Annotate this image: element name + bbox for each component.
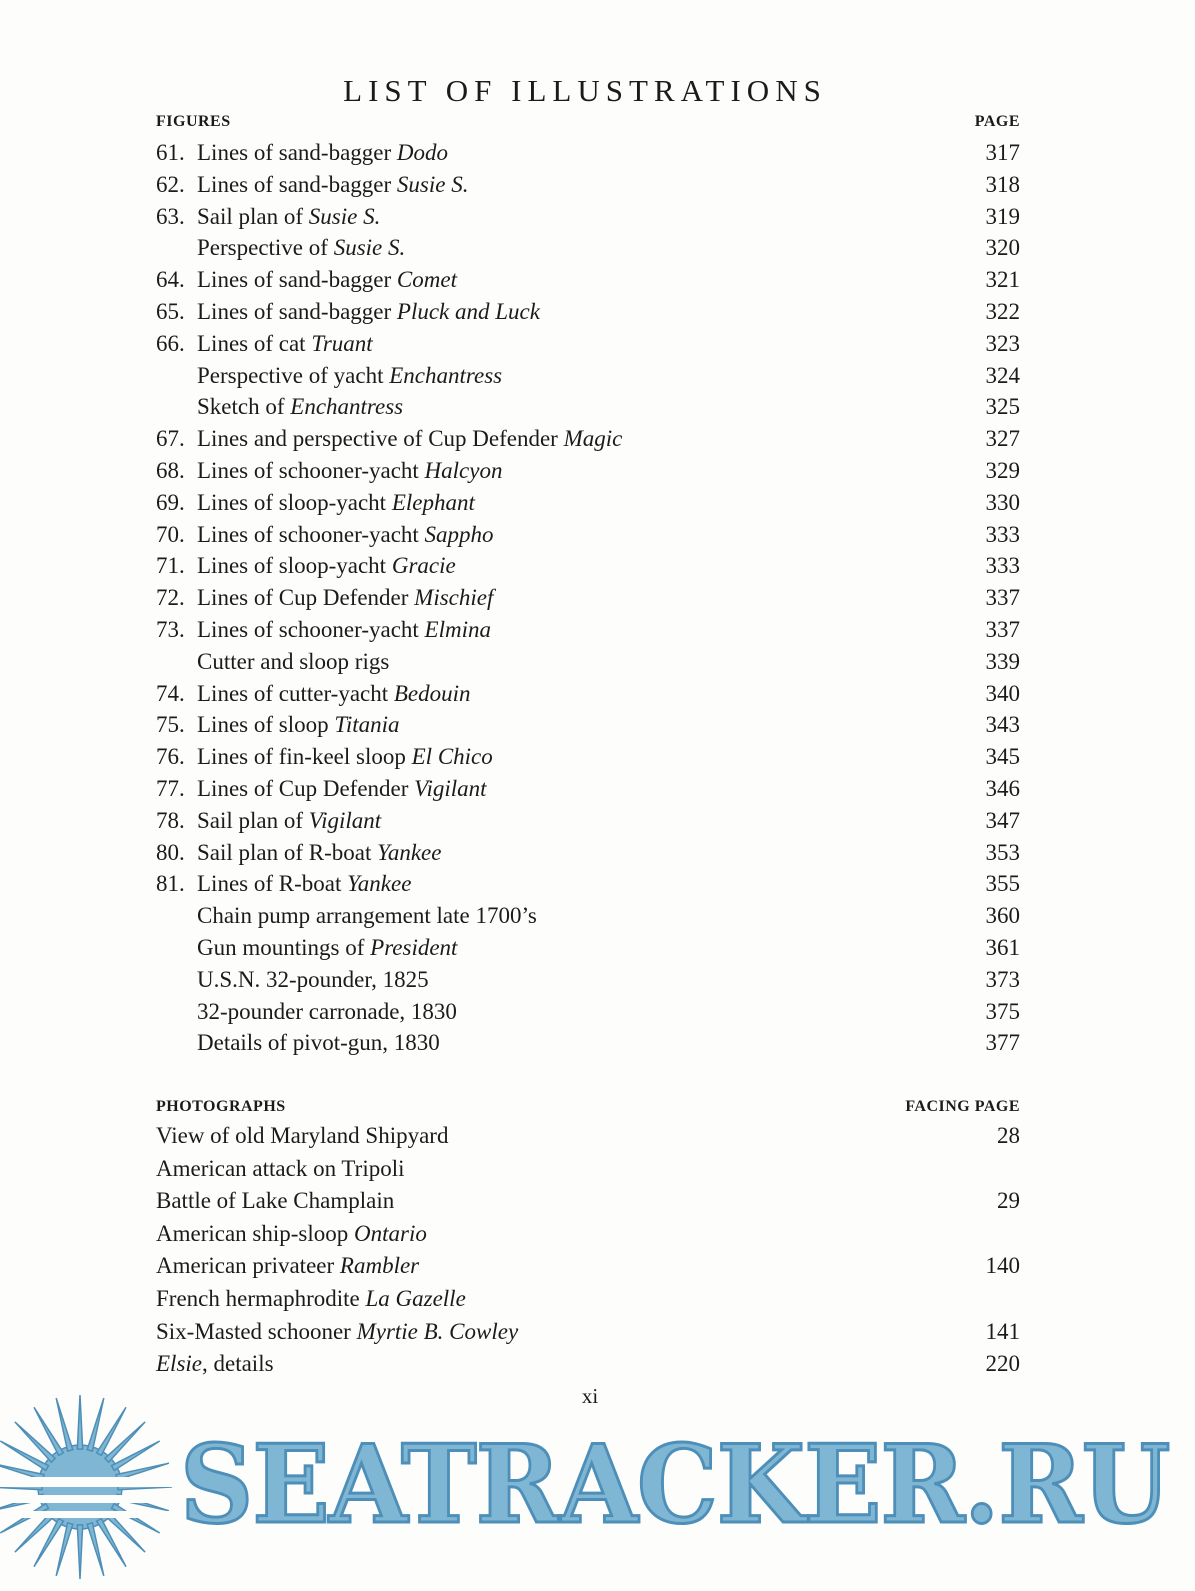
figure-page: 355: [985, 871, 1020, 897]
figure-entry: [156, 519, 1020, 551]
figure-vessel-name: Yankee: [377, 839, 442, 865]
figure-title: Lines of sloop Titania: [197, 712, 400, 738]
figure-number: 77.: [156, 775, 185, 801]
figure-vessel-name: Bedouin: [393, 680, 471, 706]
photograph-page: 140: [985, 1253, 1020, 1279]
figure-page: 329: [985, 457, 1020, 483]
photograph-entry: [156, 1250, 1020, 1283]
figure-number: 74.: [156, 680, 185, 706]
figure-vessel-name: Pluck and Luck: [396, 298, 540, 324]
figure-title: Lines and perspective of Cup Defender Magic: [197, 426, 623, 452]
figure-title: Lines of R-boat Yankee: [197, 871, 412, 897]
figure-title: Gun mountings of President: [197, 934, 458, 960]
figure-title: Lines of Cup Defender Vigilant: [197, 775, 487, 801]
figure-vessel-name: Enchantress: [290, 394, 404, 420]
figure-title: U.S.N. 32-pounder, 1825: [197, 966, 429, 992]
figure-number: 75.: [156, 712, 185, 738]
figure-vessel-name: Titania: [334, 712, 400, 738]
photograph-title: American attack on Tripoli: [156, 1155, 405, 1181]
figure-title: Lines of sloop-yacht Elephant: [197, 489, 475, 515]
figure-entry: [156, 455, 1020, 487]
figure-number: 70.: [156, 521, 185, 547]
figure-page: 318: [985, 171, 1020, 197]
figure-page: 343: [985, 712, 1020, 738]
figure-title: Lines of sand-bagger Pluck and Luck: [197, 298, 540, 324]
figure-vessel-name: Yankee: [347, 871, 412, 897]
figure-page: 375: [985, 998, 1020, 1024]
photograph-entry: [156, 1185, 1020, 1218]
figure-title: Lines of sand-bagger Susie S.: [197, 171, 469, 197]
figure-page: 377: [985, 1030, 1020, 1056]
figure-title: Cutter and sloop rigs: [197, 648, 390, 674]
figures-heading: FIGURES: [156, 113, 231, 130]
photograph-entry: [156, 1153, 1020, 1186]
page-title: LIST OF ILLUSTRATIONS: [343, 72, 827, 108]
figure-entry: [156, 646, 1020, 678]
figure-page: 373: [985, 966, 1020, 992]
figure-entry: [156, 201, 1020, 233]
figure-page: 353: [985, 839, 1020, 865]
figure-vessel-name: Elephant: [391, 489, 475, 515]
figure-number: 69.: [156, 489, 185, 515]
page-folio: xi: [581, 1384, 599, 1408]
figure-vessel-name: President: [370, 934, 458, 960]
figure-vessel-name: Comet: [396, 267, 457, 293]
figure-page: 347: [985, 807, 1020, 833]
figure-page: 337: [985, 585, 1020, 611]
figure-entry: [156, 805, 1020, 837]
figure-vessel-name: El Chico: [411, 744, 493, 770]
figure-number: 76.: [156, 744, 185, 770]
figure-title: 32-pounder carronade, 1830: [197, 998, 457, 1024]
figure-page: 327: [985, 426, 1020, 452]
figure-page: 345: [985, 744, 1020, 770]
photograph-page: 220: [985, 1351, 1020, 1377]
figure-title: Sail plan of R-boat Yankee: [197, 839, 442, 865]
figure-number: 62.: [156, 171, 185, 197]
figure-page: 361: [985, 934, 1020, 960]
figure-vessel-name: Halcyon: [424, 457, 503, 483]
figure-entry: [156, 487, 1020, 519]
figure-page: 330: [985, 489, 1020, 515]
figure-entry: [156, 996, 1020, 1028]
figure-entry: [156, 900, 1020, 932]
figure-vessel-name: Enchantress: [389, 362, 503, 388]
figure-page: 360: [985, 903, 1020, 929]
figure-entry: [156, 614, 1020, 646]
photographs-heading-row: [156, 1098, 1020, 1116]
figure-number: 67.: [156, 426, 185, 452]
photograph-vessel-name: Myrtie B. Cowley: [356, 1318, 519, 1344]
figure-vessel-name: Truant: [311, 330, 373, 356]
figure-entry: [156, 1027, 1020, 1059]
photograph-title: View of old Maryland Shipyard: [156, 1123, 449, 1148]
figure-entry: [156, 391, 1020, 423]
figure-number: 65.: [156, 298, 185, 324]
figure-vessel-name: Susie S.: [396, 171, 469, 197]
figure-entry: [156, 423, 1020, 455]
figure-page: 321: [985, 267, 1020, 293]
photograph-title: French hermaphrodite La Gazelle: [156, 1285, 466, 1311]
figure-entry: [156, 773, 1020, 805]
figure-page: 333: [985, 553, 1020, 579]
figures-heading-row: [156, 113, 1020, 131]
figure-entry: [156, 296, 1020, 328]
figure-page: 319: [985, 203, 1020, 229]
figure-number: 68.: [156, 457, 185, 483]
figure-title: Sketch of Enchantress: [197, 394, 404, 420]
figure-page: 323: [985, 330, 1020, 356]
figure-title: Lines of fin-keel sloop El Chico: [197, 744, 493, 770]
figure-entry: [156, 169, 1020, 201]
photograph-title: Elsie, details: [156, 1351, 274, 1377]
photograph-page: 141: [985, 1318, 1020, 1344]
figure-entry: [156, 678, 1020, 710]
figure-title: Lines of sand-bagger Dodo: [197, 140, 449, 165]
figure-vessel-name: Vigilant: [414, 775, 487, 801]
figures-page-heading: PAGE: [974, 113, 1020, 130]
figure-title: Lines of schooner-yacht Halcyon: [197, 457, 503, 483]
figure-entry: [156, 868, 1020, 900]
photograph-vessel-name: La Gazelle: [365, 1285, 466, 1311]
figure-entry: [156, 837, 1020, 869]
figure-number: 61.: [156, 140, 185, 165]
figure-entry: [156, 264, 1020, 296]
figure-page: 322: [985, 298, 1020, 324]
photograph-title: American ship-sloop Ontario: [156, 1220, 427, 1246]
figure-entry: [156, 328, 1020, 360]
figure-entry: [156, 964, 1020, 996]
figure-title: Lines of schooner-yacht Sappho: [197, 521, 494, 547]
figure-entry: [156, 550, 1020, 582]
photograph-page: 28: [997, 1123, 1020, 1148]
figure-title: Details of pivot-gun, 1830: [197, 1030, 440, 1056]
figure-vessel-name: Dodo: [396, 140, 449, 165]
figure-title: Lines of cat Truant: [197, 330, 373, 356]
photograph-vessel-name: Rambler: [339, 1253, 420, 1279]
figure-vessel-name: Elmina: [424, 616, 491, 642]
figure-page: 340: [985, 680, 1020, 706]
figure-vessel-name: Susie S.: [308, 203, 381, 229]
figure-title: Perspective of Susie S.: [197, 235, 406, 261]
photograph-entry: [156, 1283, 1020, 1316]
figure-number: 81.: [156, 871, 185, 897]
figure-title: Lines of cutter-yacht Bedouin: [197, 680, 471, 706]
figure-entry: [156, 360, 1020, 392]
figure-page: 346: [985, 775, 1020, 801]
figure-entry: [156, 582, 1020, 614]
figure-vessel-name: Sappho: [424, 521, 494, 547]
photograph-page: 29: [997, 1188, 1020, 1214]
figure-title: Chain pump arrangement late 1700’s: [197, 903, 537, 929]
figure-number: 63.: [156, 203, 185, 229]
figure-title: Perspective of yacht Enchantress: [197, 362, 503, 388]
figure-page: 339: [985, 648, 1020, 674]
figure-vessel-name: Magic: [563, 426, 623, 452]
figure-entry: [156, 137, 1020, 169]
sun-rays-icon: [0, 1395, 180, 1591]
photograph-vessel-name: Elsie: [156, 1351, 202, 1377]
figure-title: Sail plan of Vigilant: [197, 807, 382, 833]
figure-title: Lines of Cup Defender Mischief: [197, 585, 494, 611]
figure-number: 78.: [156, 807, 185, 833]
photographs-list: [156, 1120, 1020, 1381]
watermark-text: SEATRACKER.RU: [180, 1422, 1170, 1548]
figure-vessel-name: Gracie: [391, 553, 456, 579]
figure-page: 324: [985, 362, 1020, 388]
figure-number: 80.: [156, 839, 185, 865]
figure-title: Sail plan of Susie S.: [197, 203, 381, 229]
figure-page: 337: [985, 616, 1020, 642]
figure-number: 66.: [156, 330, 185, 356]
watermark: [0, 1395, 1195, 1591]
photograph-entry: [156, 1120, 1020, 1153]
photographs-heading: PHOTOGRAPHS: [156, 1098, 286, 1115]
figure-page: 317: [985, 140, 1020, 165]
figures-list: [156, 137, 1020, 1059]
photograph-entry: [156, 1316, 1020, 1349]
figure-number: 73.: [156, 616, 185, 642]
figure-entry: [156, 932, 1020, 964]
figure-page: 320: [985, 235, 1020, 261]
figure-number: 72.: [156, 585, 185, 611]
photograph-title: Six-Masted schooner Myrtie B. Cowley: [156, 1318, 519, 1344]
figure-entry: [156, 232, 1020, 264]
figure-page: 333: [985, 521, 1020, 547]
figure-number: 64.: [156, 267, 185, 293]
photograph-vessel-name: Ontario: [354, 1220, 427, 1246]
figure-vessel-name: Mischief: [414, 585, 494, 611]
figure-entry: [156, 709, 1020, 741]
photograph-entry: [156, 1218, 1020, 1251]
figure-vessel-name: Vigilant: [308, 807, 382, 833]
photograph-title: Battle of Lake Champlain: [156, 1188, 395, 1214]
figure-page: 325: [985, 394, 1020, 420]
figure-title: Lines of sloop-yacht Gracie: [197, 553, 456, 579]
figure-title: Lines of sand-bagger Comet: [197, 267, 457, 293]
figure-entry: [156, 741, 1020, 773]
figure-number: 71.: [156, 553, 185, 579]
photograph-entry: [156, 1348, 1020, 1381]
photographs-page-heading: FACING PAGE: [905, 1098, 1020, 1115]
photograph-title: American privateer Rambler: [156, 1253, 420, 1279]
figure-title: Lines of schooner-yacht Elmina: [197, 616, 491, 642]
figure-vessel-name: Susie S.: [333, 235, 406, 261]
